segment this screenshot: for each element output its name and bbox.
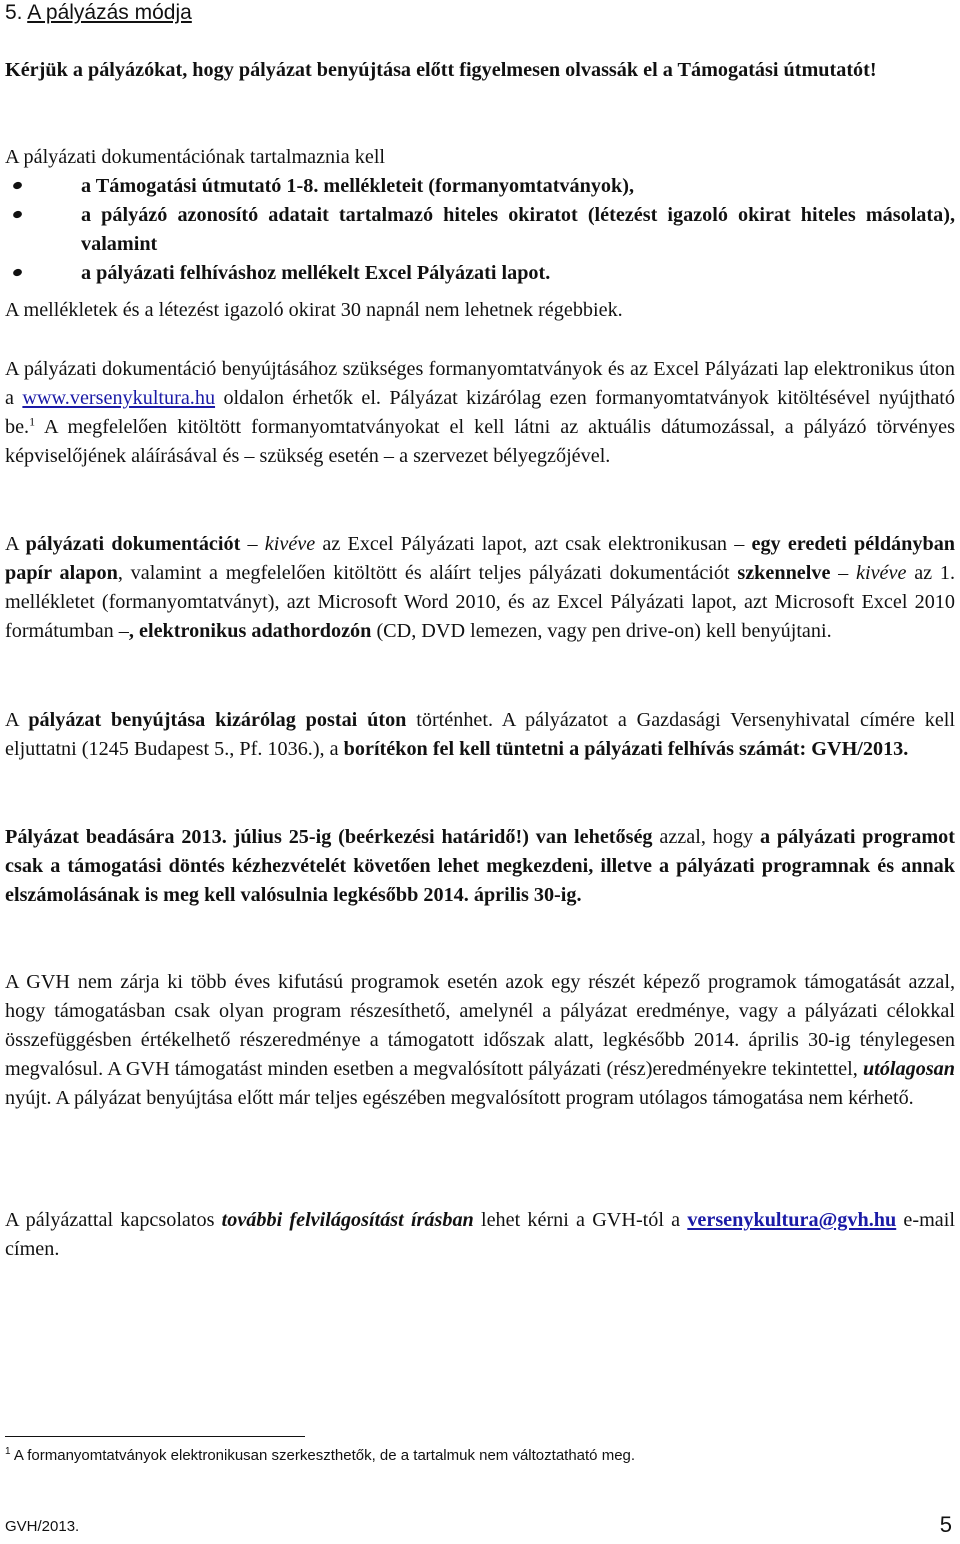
paragraph-postal-submission: A pályázat benyújtása kizárólag postai úton történhet. A pályázatot a Gazdasági Versenyhivatal címére kell eljuttatni (1245 Budapest 5., Pf. 1036.), a borítékon fel kell tüntetni a pályázati felhívás számát: GVH/2013. xyxy=(5,709,956,760)
section-title: A pályázás módja xyxy=(27,1,192,24)
footnote-divider xyxy=(5,1436,305,1437)
bullet-icon xyxy=(12,268,23,278)
section-number: 5. xyxy=(5,1,23,24)
page-number: 5 xyxy=(939,1512,952,1537)
paragraph-forms: A pályázati dokumentáció benyújtásához szükséges formanyomtatványok és az Excel Pályázati lap elektronikus úton a www.versenykultura.hu oldalon érhetők el. Pályázat kizárólag ezen formanyomtatványok kitöltésével nyújtható be.$^1$ A megfelelően kitöltött formanyomtatványokat el kell látni az aktuális dátumozással, a pályázó törvényes képviselőjének aláírásával és – szükség esetén – a szervezet bélyegzőjével. xyxy=(5,358,955,467)
footnote-reference: 1 xyxy=(29,414,36,429)
list-item: a Támogatási útmutató 1-8. mellékleteit (formanyomtatványok), xyxy=(5,172,955,201)
paragraph-contact: A pályázattal kapcsolatos további felvilágosítást írásban lehet kérni a GVH-tól a versenykultura@gvh.hu e-mail címen. xyxy=(5,1209,955,1260)
list-item: a pályázati felhíváshoz mellékelt Excel Pályázati lapot. xyxy=(5,259,955,288)
bullet-icon xyxy=(12,181,23,191)
paragraph-submission-format: A pályázati dokumentációt – kivéve az Excel Pályázati lapot, azt csak elektronikusan – egy eredeti példányban papír alapon, valamint a megfelelően kitöltött és aláírt teljes pályázati dokumentációt szkennelve – kivéve az 1. mellékletet (formanyomtatványt), azt Microsoft Word 2010, és az Excel Pályázati lapot, azt Microsoft Excel 2010 formátumban –, elektronikus adathordozón (CD, DVD lemezen, vagy pen drive-on) kell benyújtani. xyxy=(5,533,956,642)
website-link[interactable]: www.versenykultura.hu xyxy=(22,387,216,409)
list-item: a pályázó azonosító adatait tartalmazó hiteles okiratot (létezést igazoló okirat hiteles másolata), valamint xyxy=(5,201,955,259)
footnote-number: 1 xyxy=(5,1446,11,1457)
paragraph-attachments-age: A mellékletek és a létezést igazoló okirat 30 napnál nem lehetnek régebbiek. xyxy=(5,299,623,321)
paragraph-multi-year-programs: A GVH nem zárja ki több éves kifutású programok esetén azok egy részét képező programok támogatását azzal, hogy támogatásban csak olyan program részesíthető, amelynél a pályázat eredménye, vagy a pályázati célokkal összefüggésben értékelhető részeredménye a támogatott időszak alatt, legkésőbb 2014. április 30-ig ténylegesen megvalósul. A GVH támogatást minden esetben a megvalósított pályázati (rész)eredményekre tekintettel, utólagosan nyújt. A pályázat benyújtása előtt már teljes egészében megvalósított program utólagos támogatása nem kérhető. xyxy=(5,971,955,1109)
paragraph-intro: Kérjük a pályázókat, hogy pályázat benyújtása előtt figyelmesen olvassák el a Támogatási útmutatót! xyxy=(5,59,877,81)
paragraph-deadline: Pályázat beadására 2013. július 25-ig (beérkezési határidő!) van lehetőség azzal, hogy a pályázati programot csak a támogatási döntés kézhezvételét követően lehet megkezdeni, illetve a pályázati programnak és annak elszámolásának is meg kell valósulnia legkésőbb 2014. április 30-ig. xyxy=(5,826,955,906)
paragraph-contents-intro: A pályázati dokumentációnak tartalmaznia kell xyxy=(5,146,386,168)
section-heading xyxy=(5,0,192,26)
footnote: $^1$ A formanyomtatványok elektronikusan szerkeszthetők, de a tartalmuk nem változtatható meg. xyxy=(5,1446,636,1464)
required-documents-list xyxy=(5,172,955,288)
footer-document-id: GVH/2013. xyxy=(5,1518,80,1535)
email-link[interactable]: versenykultura@gvh.hu xyxy=(687,1209,897,1231)
bullet-icon xyxy=(12,210,23,220)
